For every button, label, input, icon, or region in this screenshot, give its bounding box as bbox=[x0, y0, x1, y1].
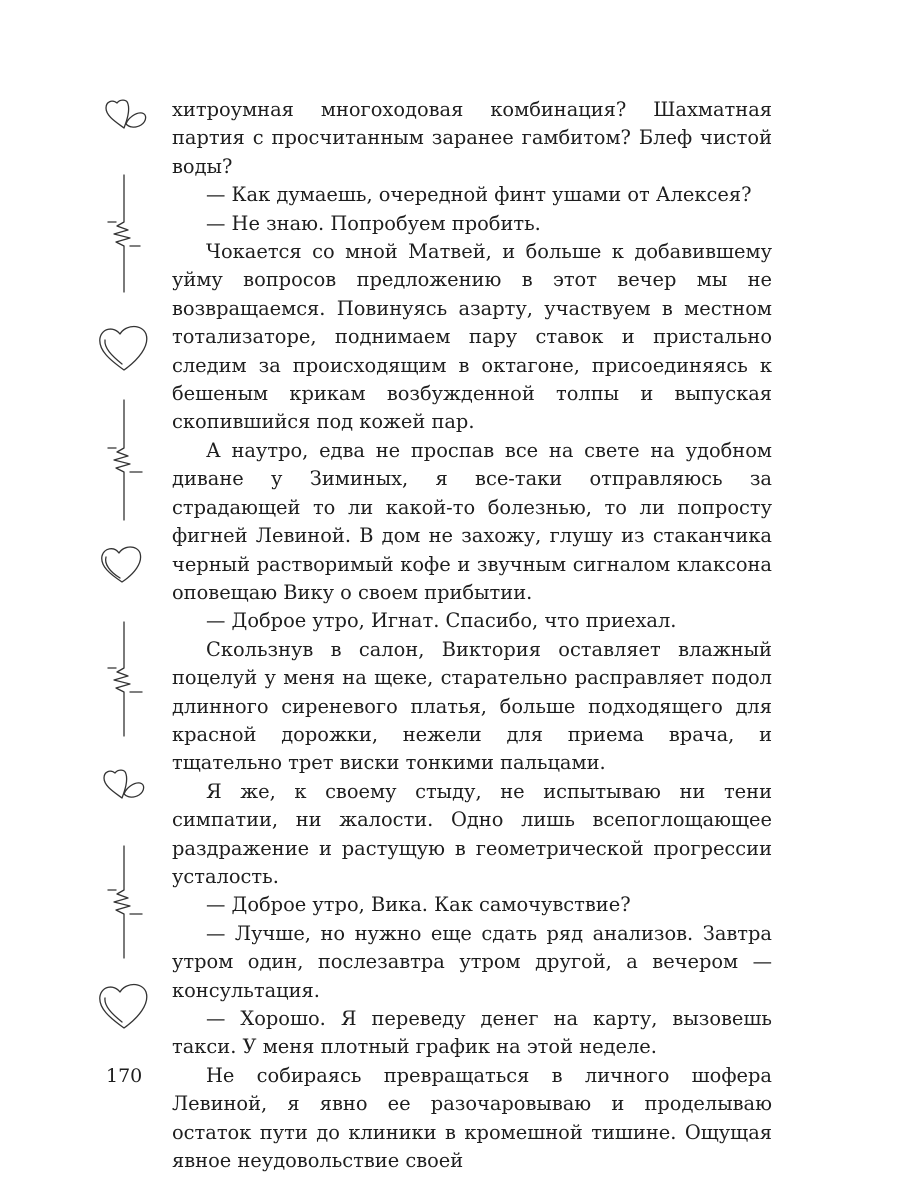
heart-icon bbox=[100, 327, 147, 371]
paragraph: Не собираясь превращаться в личного шофера Левиной, я явно ее разочаровываю и проделываю остаток пути до клиники в кромешной тишине. Ощущая явное неудовольствие своей bbox=[172, 1063, 772, 1173]
heartbeat-line-icon bbox=[108, 846, 142, 958]
paragraph: — Как думаешь, очередной финт ушами от Алексея? bbox=[206, 183, 752, 207]
paragraph: — Хорошо. Я переведу денег на карту, вызовешь такси. У меня плотный график на этой неделе. bbox=[172, 1007, 772, 1059]
paragraph: Чокается со мной Матвей, и больше к добавившему уйму вопросов предложению в этот вечер мы не возвращаемся. Повинуясь азарту, участвуем в местном тотализаторе, поднимаем пару ставок и пристально следим за происходящим в октагоне, присоединяясь к бешеным крикам возбужденной толпы и выпуская скопившийся под кожей пар. bbox=[172, 240, 772, 434]
heartbeat-line-icon bbox=[108, 400, 142, 520]
body-text bbox=[172, 96, 772, 1175]
heart-icon bbox=[104, 770, 144, 798]
paragraph: — Не знаю. Попробуем пробить. bbox=[206, 211, 541, 235]
heart-icon bbox=[100, 985, 147, 1029]
paragraph: А наутро, едва не проспав все на свете на удобном диване у Зиминых, я все-таки отправляюсь за страдающей то ли какой-то болезнью, то ли попросту фигней Левиной. В дом не захожу, глушу из стаканчика черный растворимый кофе и звучным сигналом клаксона оповещаю Вику о своем прибытии. bbox=[172, 438, 772, 604]
heart-icon bbox=[106, 100, 146, 128]
margin-decoration bbox=[0, 0, 160, 1080]
heartbeat-line-icon bbox=[108, 175, 140, 292]
paragraph: — Лучше, но нужно еще сдать ряд анализов. Завтра утром один, послезавтра утром другой, а вечером — консультация. bbox=[172, 921, 772, 1002]
paragraph: — Доброе утро, Игнат. Спасибо, что приехал. bbox=[206, 609, 677, 633]
paragraph: хитроумная многоходовая комбинация? Шахматная партия с просчитанным заранее гамбитом? Блеф чистой воды? bbox=[172, 98, 772, 178]
paragraph: Скользнув в салон, Виктория оставляет влажный поцелуй у меня на щеке, старательно расправляет подол длинного сиреневого платья, больше подходящего для красной дорожки, нежели для приема врача, и тщательно трет виски тонкими пальцами. bbox=[172, 637, 772, 775]
paragraph: — Доброе утро, Вика. Как самочувствие? bbox=[206, 893, 631, 917]
page-number: 170 bbox=[106, 1065, 143, 1087]
heart-icon bbox=[102, 547, 141, 582]
paragraph: Я же, к своему стыду, не испытываю ни тени симпатии, ни жалости. Одно лишь всепоглощающее раздражение и растущую в геометрической прогрессии усталость. bbox=[172, 779, 772, 888]
heartbeat-line-icon bbox=[108, 622, 142, 736]
